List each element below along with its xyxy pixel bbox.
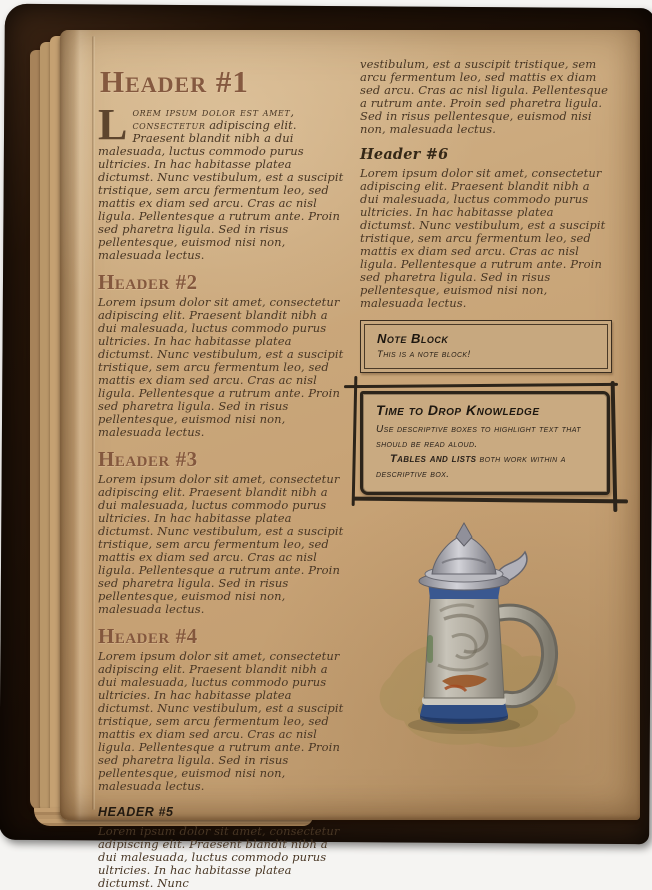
paragraph-text: adipiscing elit. Praesent blandit nibh a dui malesuada, luctus commodo purus ultricies. In hac habitasse platea dictumst. Nunc vestibulum, est a suscipit tristique, sem arcu fermentum leo, sed mattis ex diam sed arcu. Cras ac nisl ligula. Pellentesque a rutrum ante. Proin sed pharetra ligula. Sed in risus pellentesque, euismod nisi non, malesuada lectus. xyxy=(98,118,344,262)
note-block-inner xyxy=(364,324,608,369)
section-header-5: HEADER #5 xyxy=(98,805,174,819)
hand-drawn-border-stroke xyxy=(344,383,618,388)
section-header-4: Header #4 xyxy=(98,624,198,648)
hand-drawn-border-stroke xyxy=(352,376,358,506)
descriptive-box-line2-bold: Tables and lists xyxy=(390,453,477,465)
stein-lid xyxy=(419,523,527,599)
body-paragraph-6: Lorem ipsum dolor sit amet, consectetur adipiscing elit. Praesent blandit nibh a dui malesuada, luctus commodo purus ultricies. In hac habitasse platea dictumst. Nunc vestibulum, est a suscipit tristique, sem arcu fermentum leo, sed mattis ex diam sed arcu. Cras ac nisl ligula. Pellentesque a rutrum ante. Proin sed pharetra ligula. Sed in risus pellentesque, euismod nisi non, malesuada lectus. xyxy=(360,166,606,310)
body-paragraph-3: Lorem ipsum dolor sit amet, consectetur adipiscing elit. Praesent blandit nibh a dui malesuada, luctus commodo purus ultricies. In hac habitasse platea dictumst. Nunc vestibulum, est a suscipit tristique, sem arcu fermentum leo, sed mattis ex diam sed arcu. Cras ac nisl ligula. Pellentesque a rutrum ante. Proin sed pharetra ligula. Sed in risus pellentesque, euismod nisi non, malesuada lectus. xyxy=(98,472,344,616)
beer-stein-illustration xyxy=(360,519,612,757)
descriptive-box-line2 xyxy=(376,452,594,482)
drop-cap: L xyxy=(98,100,128,149)
section-header-2: Header #2 xyxy=(98,270,198,294)
body-paragraph-5-part2: vestibulum, est a suscipit tristique, sem arcu fermentum leo, sed mattis ex diam sed arcu. Cras ac nisl ligula. Pellentesque a rutrum ante. Proin sed pharetra ligula. Sed in risus pellentesque, euismod nisi non, malesuada lectus. xyxy=(360,57,608,136)
section-header-3: Header #3 xyxy=(98,447,198,471)
descriptive-box-inner xyxy=(360,391,610,495)
column-left xyxy=(98,50,350,890)
descriptive-box xyxy=(360,391,610,495)
parchment-page xyxy=(60,30,640,890)
lead-line: orem ipsum dolor est amet, consectetur xyxy=(132,105,295,132)
note-block xyxy=(360,320,612,373)
body-paragraph-2: Lorem ipsum dolor sit amet, consectetur adipiscing elit. Praesent blandit nibh a dui malesuada, luctus commodo purus ultricies. In hac habitasse platea dictumst. Nunc vestibulum, est a suscipit tristique, sem arcu fermentum leo, sed mattis ex diam sed arcu. Cras ac nisl ligula. Pellentesque a rutrum ante. Proin sed pharetra ligula. Sed in risus pellentesque, euismod nisi non, malesuada lectus. xyxy=(98,295,344,439)
body-paragraph-4: Lorem ipsum dolor sit amet, consectetur adipiscing elit. Praesent blandit nibh a dui malesuada, luctus commodo purus ultricies. In hac habitasse platea dictumst. Nunc vestibulum, est a suscipit tristique, sem arcu fermentum leo, sed mattis ex diam sed arcu. Cras ac nisl ligula. Pellentesque a rutrum ante. Proin sed pharetra ligula. Sed in risus pellentesque, euismod nisi non, malesuada lectus. xyxy=(98,649,344,793)
note-block-body: This is a note block! xyxy=(377,349,471,360)
hand-drawn-border-stroke xyxy=(352,497,628,504)
descriptive-box-line2-rest: both work within a descriptive box. xyxy=(376,454,566,480)
figure-container xyxy=(360,519,612,761)
descriptive-box-line1: Use descriptive boxes to highlight text that should be read aloud. xyxy=(376,424,581,450)
body-paragraph-1 xyxy=(98,100,350,262)
descriptive-box-title: Time to Drop Knowledge xyxy=(376,402,540,418)
section-header-1: Header #1 xyxy=(100,64,249,99)
stein-base xyxy=(420,696,508,724)
note-block-title: Note Block xyxy=(377,331,449,346)
section-header-6: Header #6 xyxy=(360,146,449,163)
column-right xyxy=(360,50,612,804)
hand-drawn-border-stroke xyxy=(611,381,618,512)
body-paragraph-5-part1: Lorem ipsum dolor sit amet, consectetur adipiscing elit. Praesent blandit nibh a dui malesuada, luctus commodo purus ultricies. In hac habitasse platea dictumst. Nunc xyxy=(98,824,340,890)
stein-body xyxy=(424,597,504,698)
